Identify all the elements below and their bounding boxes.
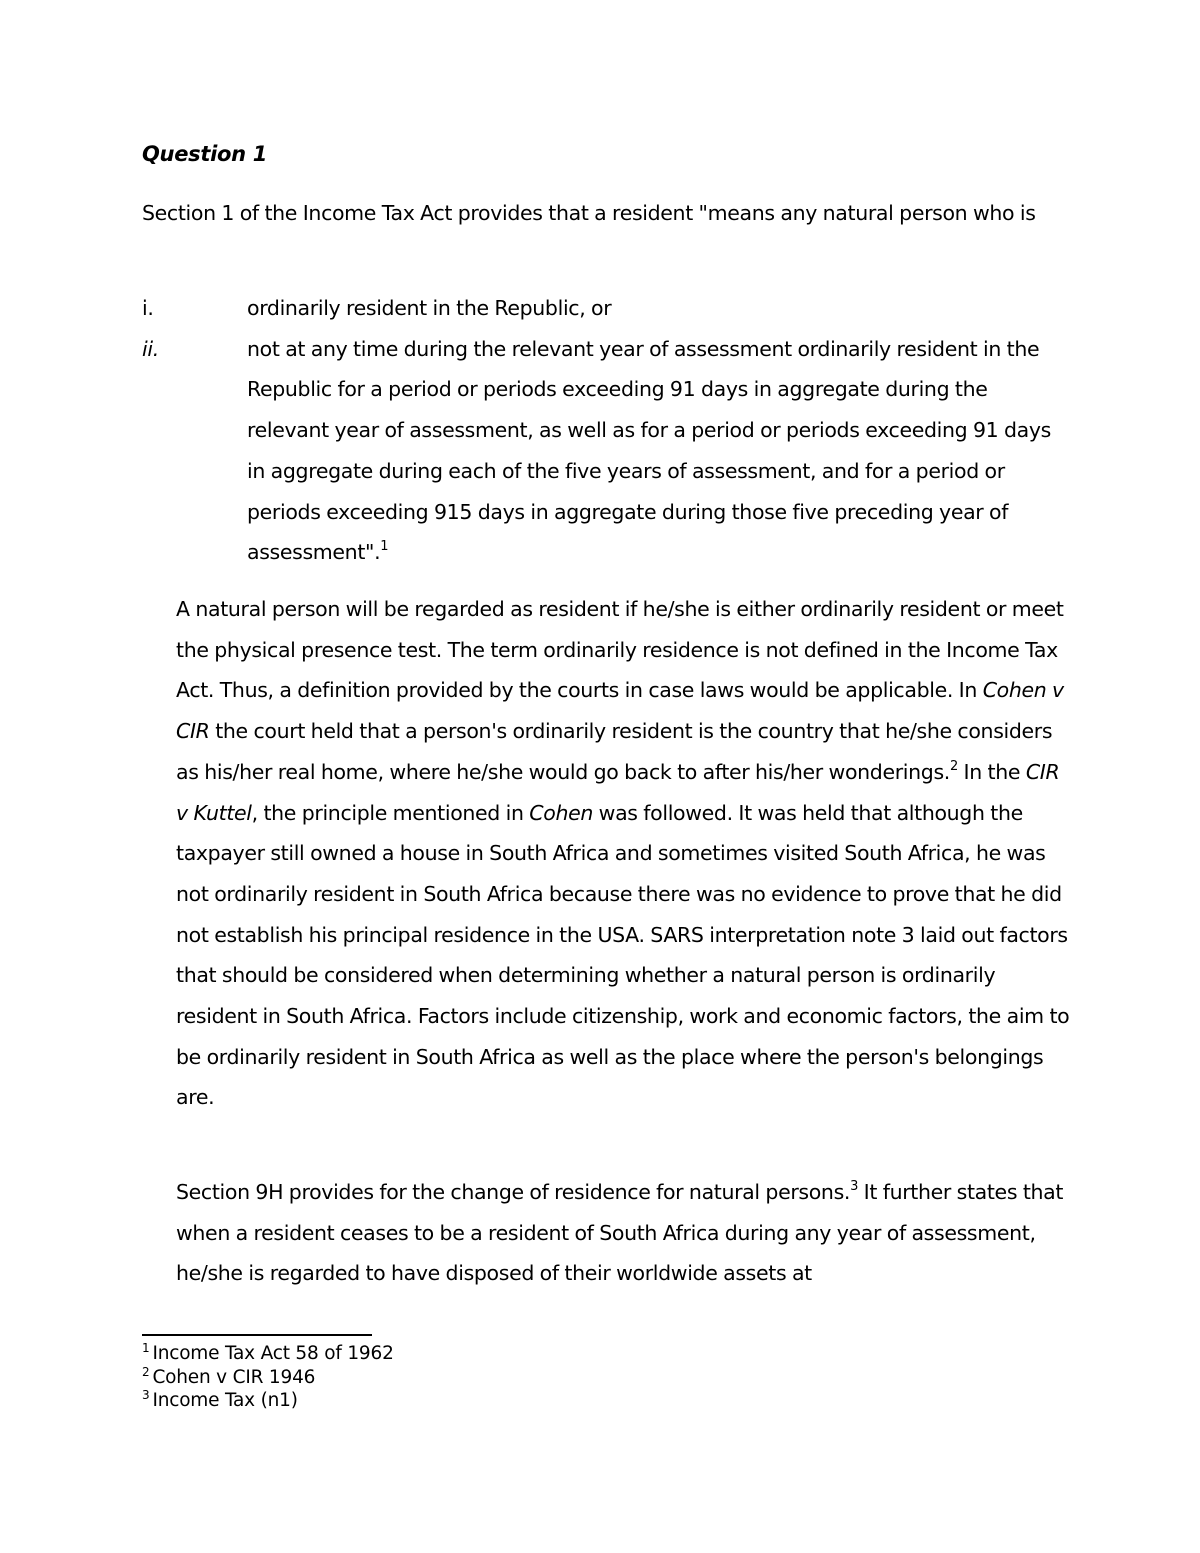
paragraph-text: the court held that a person's ordinarily resident is the country that he/she considers as his/her real home, where he/she would go back to after his/her wonderings. <box>176 719 1053 784</box>
question-heading: Question 1 <box>142 142 268 166</box>
intro-paragraph: Section 1 of the Income Tax Act provides that a resident "means any natural person who is <box>142 201 1036 225</box>
footnote-text: Income Tax Act 58 of 1962 <box>152 1343 394 1364</box>
footnotes <box>142 1342 394 1413</box>
footnote <box>142 1389 394 1413</box>
footnote-text: Cohen v CIR 1946 <box>152 1366 316 1388</box>
paragraph-text: , the principle mentioned in <box>251 800 530 825</box>
footnote-reference[interactable]: 1 <box>380 539 389 555</box>
paragraph-text: It further states that when a resident ceases to be a resident of South Africa during any year of assessment, he/she is regarded to have disposed of their worldwide assets at <box>176 1180 1064 1286</box>
list-item <box>142 288 1072 329</box>
list-item-text: ordinarily resident in the Republic, or <box>247 296 612 320</box>
case-name: CIR v Kuttel <box>176 759 1060 825</box>
case-name: Cohen <box>529 800 594 825</box>
footnote-separator <box>142 1334 372 1336</box>
list-item-text: not at any time during the relevant year of assessment ordinarily resident in the Republic for a period or periods exceeding 91 days in aggregate during the relevant year of assessment, as well as for a period or periods exceeding 91 days in aggregate during each of the five years of assessment, and for a period or periods exceeding 915 days in aggregate during those five preceding year of assessment". <box>247 336 1051 565</box>
footnote-reference[interactable]: 2 <box>949 758 958 774</box>
footnote <box>142 1366 394 1390</box>
footnote-reference[interactable]: 3 <box>850 1179 858 1194</box>
footnote-number: 1 <box>142 1341 150 1355</box>
footnote-number: 3 <box>142 1388 150 1402</box>
ordinary-residence-paragraph <box>176 589 1071 1118</box>
definition-list <box>142 288 1072 573</box>
footnote-number: 2 <box>142 1364 150 1379</box>
paragraph-text: A natural person will be regarded as resident if he/she is either ordinarily resident or meet the physical presence test. The term ordinarily residence is not defined in the Income Tax Act. Thus, a definition provided by the courts in case laws would be applicable. In <box>176 597 1064 703</box>
paragraph-text: In the <box>957 759 1026 784</box>
section-9h-paragraph <box>176 1172 1071 1294</box>
footnote-text: Income Tax (n1) <box>152 1390 298 1411</box>
paragraph-text: Section 9H provides for the change of residence for natural persons. <box>176 1180 851 1204</box>
list-item <box>142 329 1072 573</box>
case-name: Cohen v CIR <box>176 678 1064 744</box>
footnote <box>142 1342 394 1366</box>
list-item-body <box>247 329 1057 573</box>
list-item-number: ii. <box>142 336 159 361</box>
paragraph-text: was followed. It was held that although the taxpayer still owned a house in South Africa and sometimes visited South Africa, he was not ordinarily resident in South Africa because there was no evidence to prove that he did not establish his principal residence in the USA. SARS interpretation note 3 laid out factors that should be considered when determining whether a natural person is ordinarily resident in South Africa. Factors include citizenship, work and economic factors, the aim to be ordinarily resident in South Africa as well as the place where the person's belongings are. <box>176 800 1070 1110</box>
list-item-number: i. <box>142 296 154 320</box>
